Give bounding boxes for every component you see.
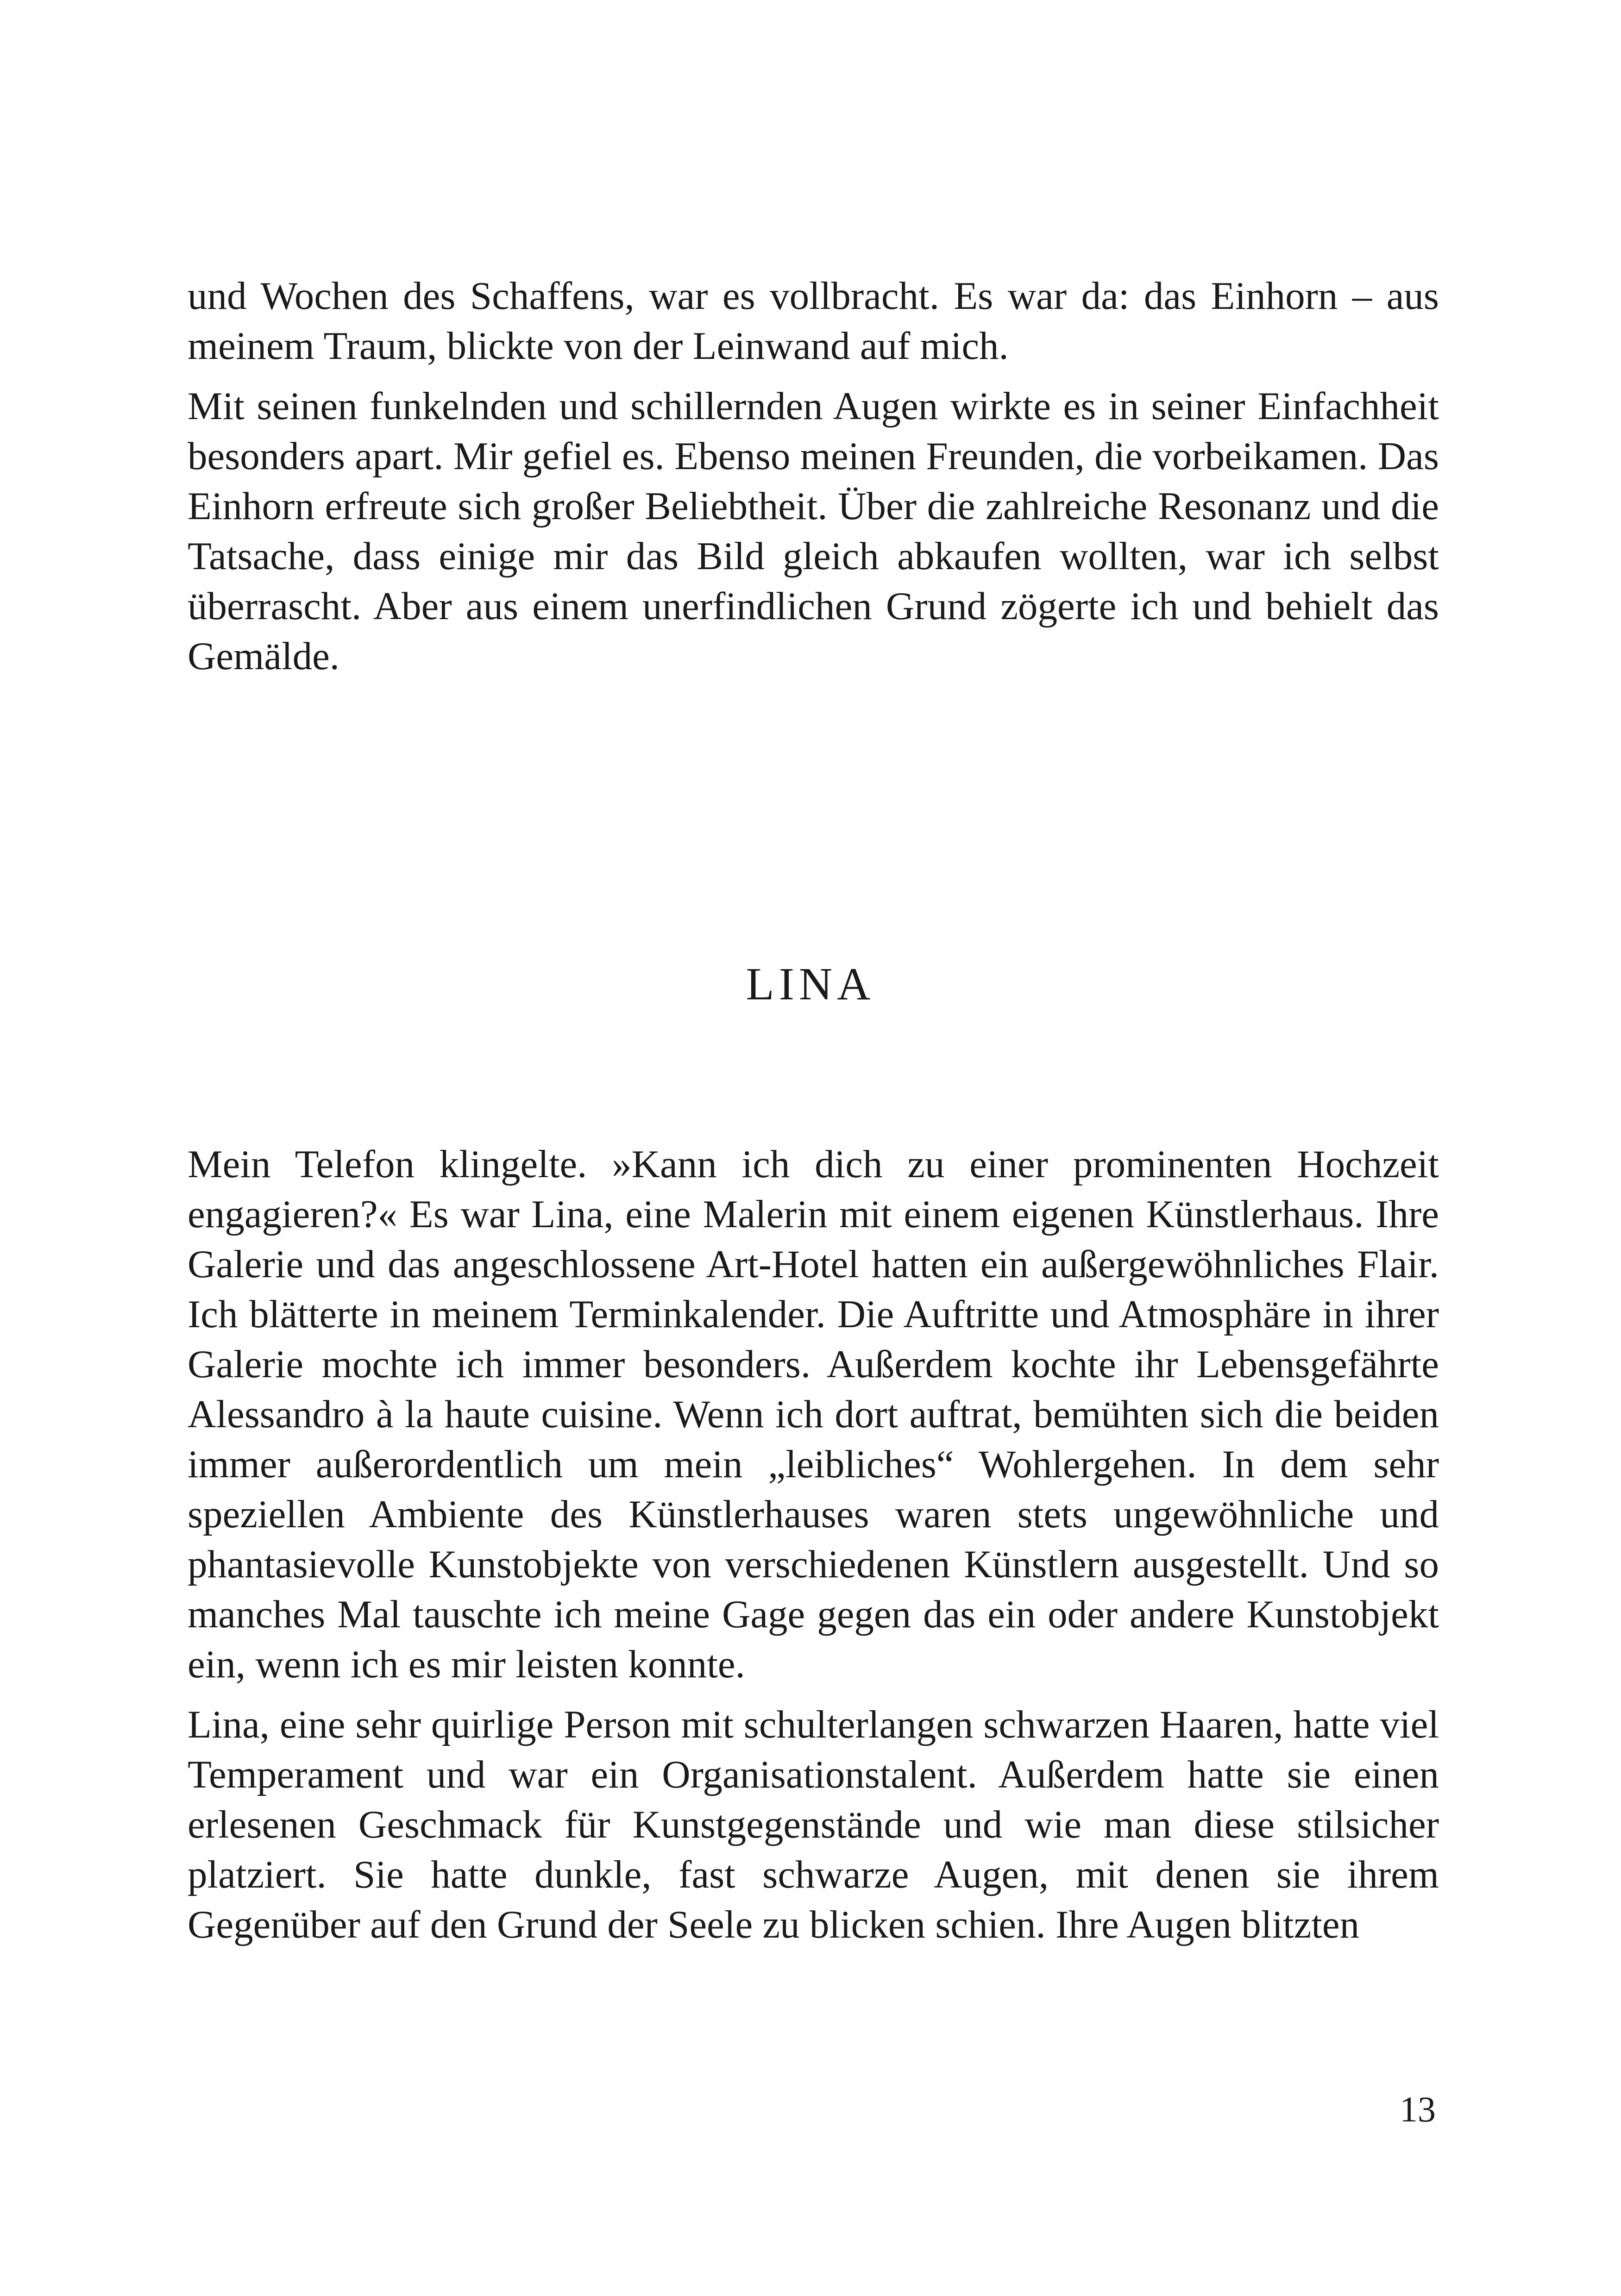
page-number: 13 — [1400, 2089, 1436, 2129]
chapter-title: LINA — [746, 958, 875, 1010]
paragraph: Mit seinen funkelnden und schillernden Augen wirkte es in seiner Einfachheit besonders apart. Mir gefiel es. Ebenso meinen Freunden, die vorbeikamen. Das Einhorn erfreute sich großer Beliebtheit. Über die zahlreiche Resonanz und die Tatsache, dass einige mir das Bild gleich abkaufen wollten, war ich selbst überrascht. Aber aus einem unerfindlichen Grund zögerte ich und behielt das Gemälde. — [188, 384, 1439, 678]
paragraph: Mein Telefon klingelte. »Kann ich dich zu einer prominenten Hochzeit engagieren?« Es war Lina, eine Malerin mit einem eigenen Künstlerhaus. Ihre Galerie und das angeschlossene Art-Hotel hatten ein außergewöhnliches Flair. Ich blätterte in meinem Terminkalender. Die Auftritte und Atmosphäre in ihrer Galerie mochte ich immer besonders. Außerdem kochte ihr Lebensgefährte Alessandro à la haute cuisine. Wenn ich dort auftrat, bemühten sich die beiden immer außerordentlich um mein „leibliches“ Wohlergehen. In dem sehr speziellen Ambiente des Künstlerhauses waren stets ungewöhnliche und phantasievolle Kunstobjekte von verschiedenen Künstlern ausgestellt. Und so manches Mal tauschte ich meine Gage gegen das ein oder andere Kunstobjekt ein, wenn ich es mir leisten konnte. — [188, 1142, 1439, 1686]
paragraph: und Wochen des Schaffens, war es vollbracht. Es war da: das Einhorn – aus meinem Traum, blickte von der Leinwand auf mich. — [188, 274, 1439, 368]
text-section-lina — [188, 1139, 1439, 1960]
paragraph: Lina, eine sehr quirlige Person mit schulterlangen schwarzen Haaren, hatte viel Temperament und war ein Organisationstalent. Außerdem hatte sie einen erlesenen Geschmack für Kunstgegenstände und wie man diese stilsicher platziert. Sie hatte dunkle, fast schwarze Augen, mit denen sie ihrem Gegenüber auf den Grund der Seele zu blicken schien. Ihre Augen blitzten — [188, 1703, 1439, 1946]
text-section-intro — [188, 271, 1439, 691]
